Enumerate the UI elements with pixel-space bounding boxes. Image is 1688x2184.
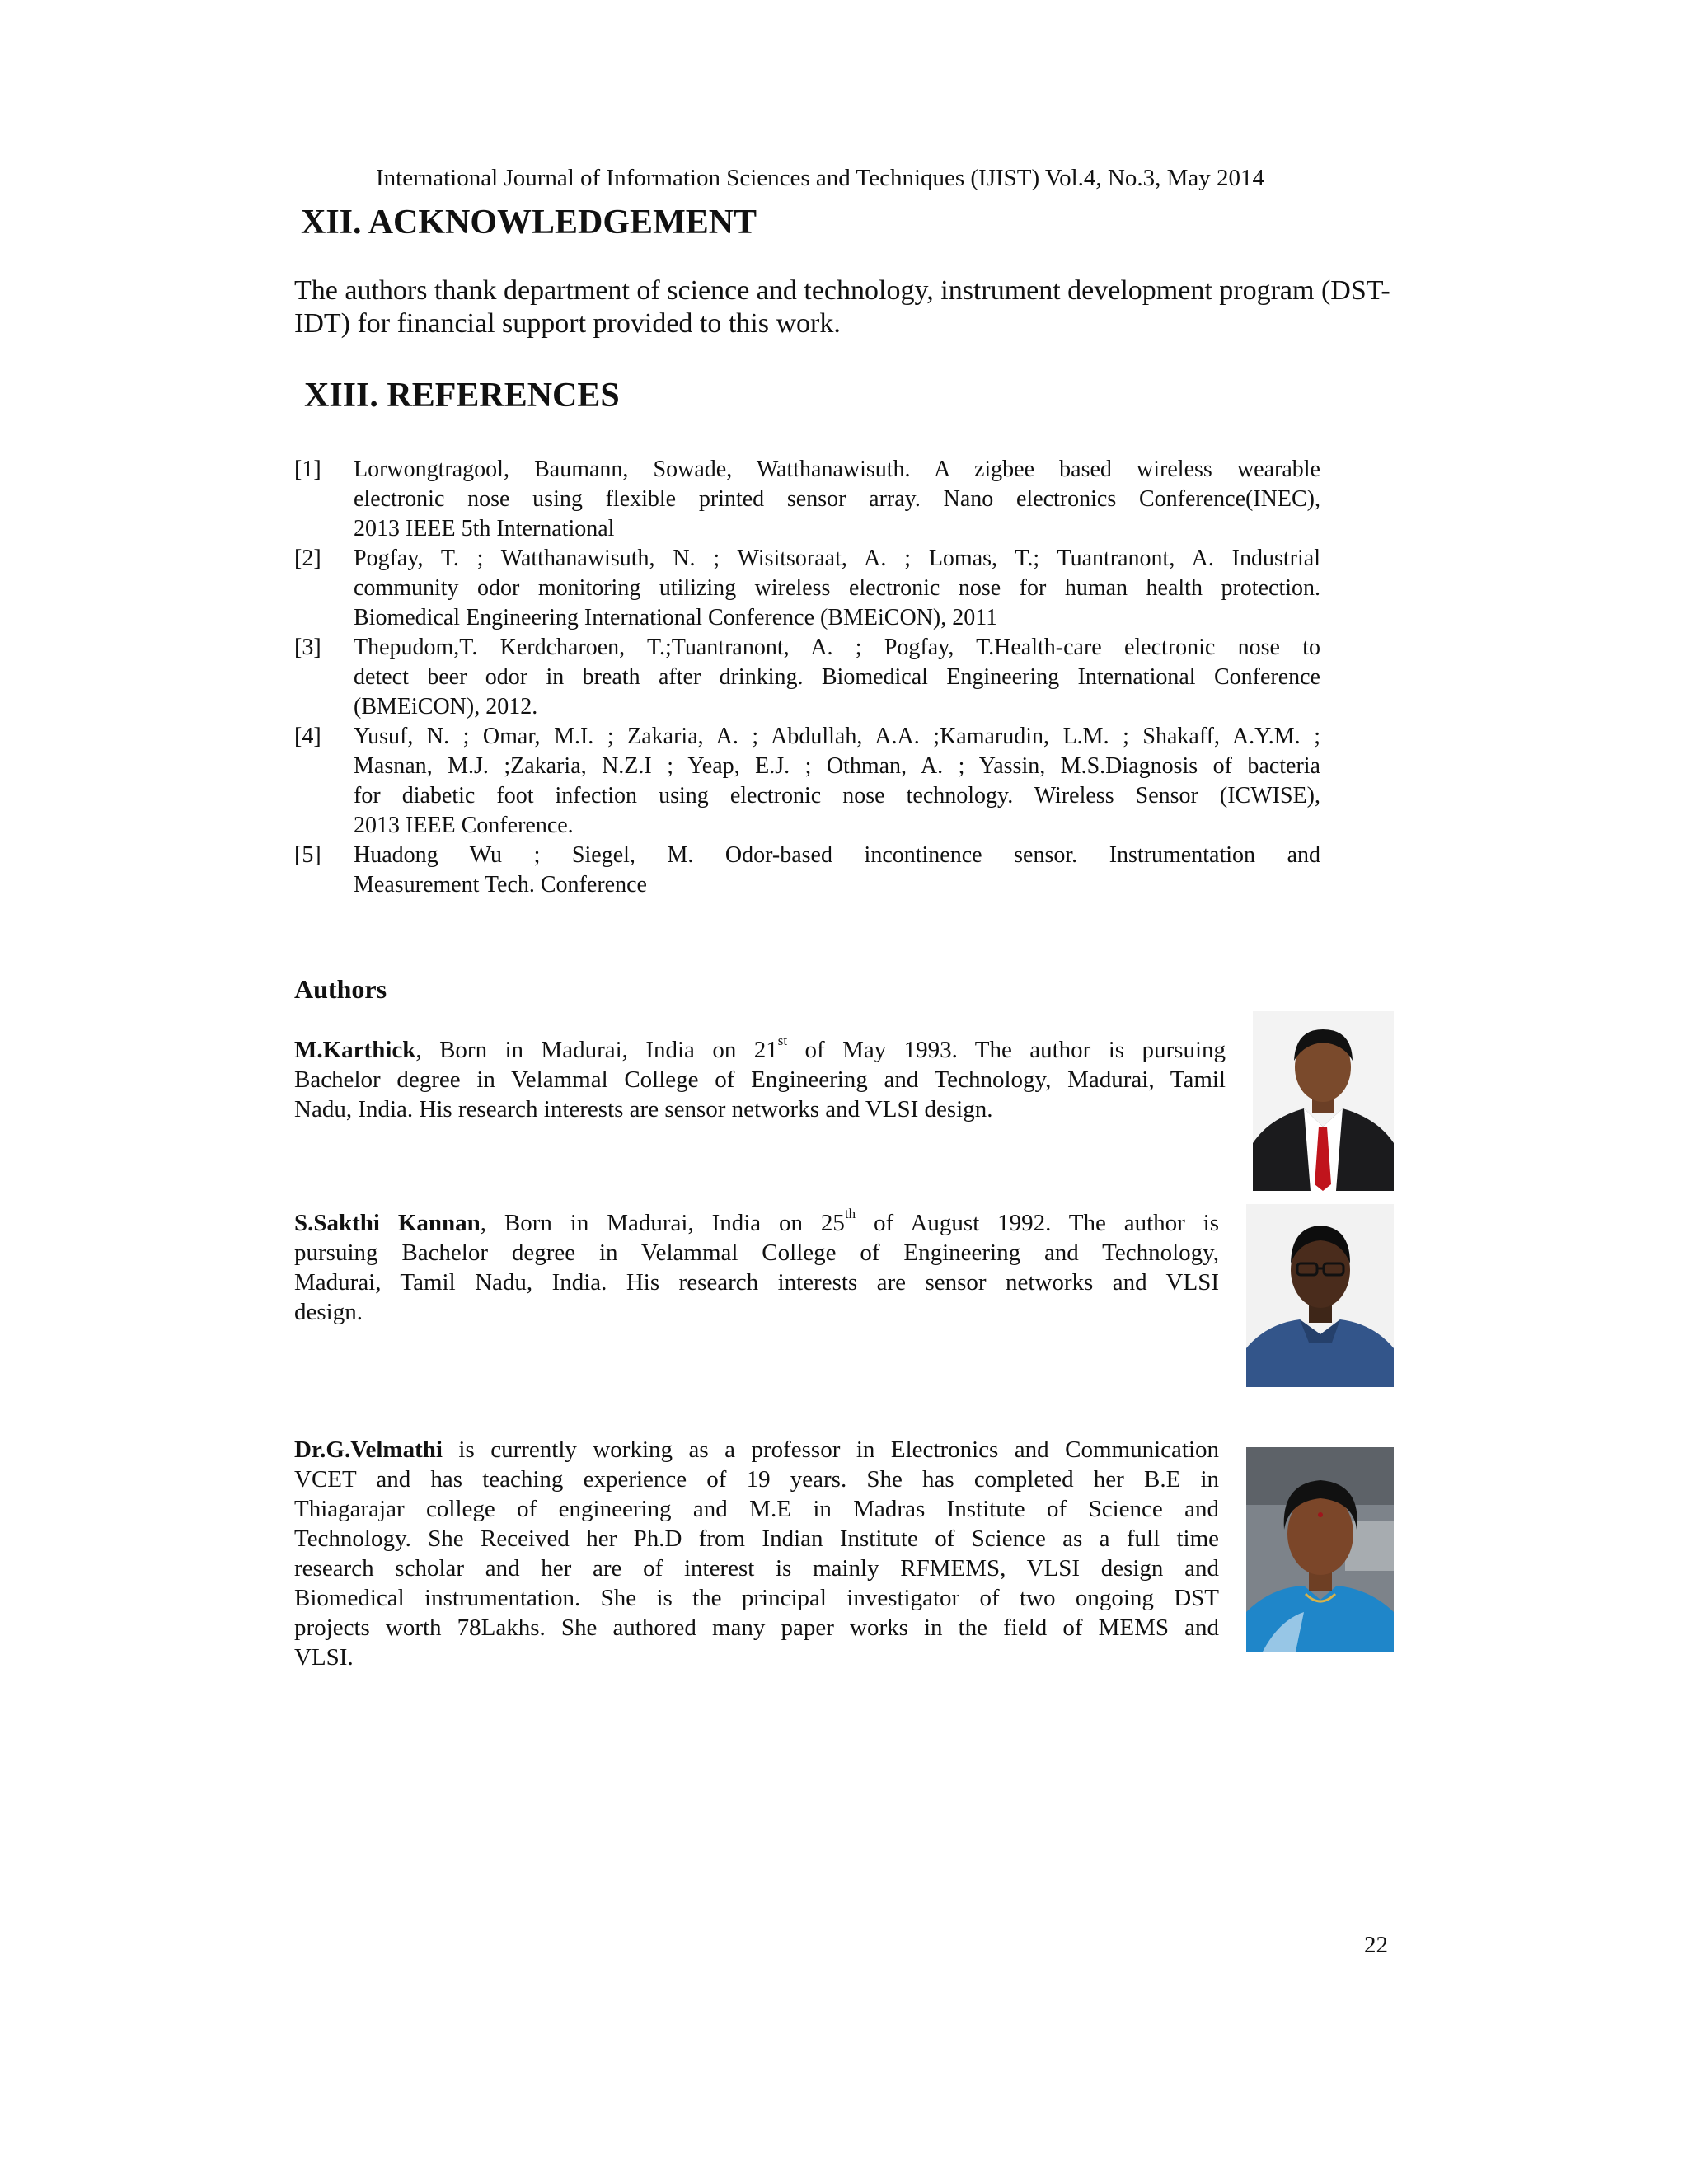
author-bio-line: S.Sakthi Kannan, Born in Madurai, India on 25th of August 1992. The author is (294, 1206, 1219, 1236)
reference-line: detect beer odor in breath after drinking. Biomedical Engineering International Conference (354, 664, 1320, 690)
reference-line: community odor monitoring utilizing wireless electronic nose for human health protection. (354, 575, 1320, 601)
journal-header: International Journal of Information Sciences and Techniques (IJIST) Vol.4, No.3, May 2014 (376, 165, 1264, 191)
reference-line: Lorwongtragool, Baumann, Sowade, Watthanawisuth. A zigbee based wireless wearable (354, 457, 1320, 482)
author-photo-velmathi (1246, 1447, 1394, 1652)
acknowledgement-text (294, 274, 1423, 340)
author-bio-line: pursuing Bachelor degree in Velammal College of Engineering and Technology, (294, 1240, 1219, 1266)
author-bio-karthick (294, 1035, 1226, 1124)
reference-line: Biomedical Engineering International Conference (BMEiCON), 2011 (354, 605, 998, 630)
reference-line: Yusuf, N. ; Omar, M.I. ; Zakaria, A. ; Abdullah, A.A. ;Kamarudin, L.M. ; Shakaff, A.Y.M. ; (354, 724, 1320, 749)
reference-line: 2013 IEEE Conference. (354, 813, 574, 838)
reference-line: Thepudom,T. Kerdcharoen, T.;Tuantranont, A. ; Pogfay, T.Health-care electronic nose to (354, 635, 1320, 660)
author-photo-karthick (1253, 1011, 1394, 1191)
author-bio-line: Dr.G.Velmathi is currently working as a professor in Electronics and Communication (294, 1436, 1219, 1463)
author-bio-velmathi (294, 1435, 1219, 1672)
author-bio-line: projects worth 78Lakhs. She authored many paper works in the field of MEMS and (294, 1615, 1219, 1641)
reference-line: (BMEiCON), 2012. (354, 694, 538, 719)
author-bio-line: research scholar and her are of interest is mainly RFMEMS, VLSI design and (294, 1555, 1219, 1582)
author-bio-line: M.Karthick, Born in Madurai, India on 21st of May 1993. The author is pursuing (294, 1033, 1226, 1063)
reference-item (294, 544, 1320, 633)
reference-line: electronic nose using flexible printed sensor array. Nano electronics Conference(INEC), (354, 486, 1320, 512)
author-bio-line: design. (294, 1299, 363, 1325)
author-name: S.Sakthi Kannan (294, 1210, 481, 1236)
acknowledgement-line: IDT) for financial support provided to this work. (294, 308, 841, 339)
author-bio-sakthi-kannan (294, 1208, 1219, 1327)
reference-line: for diabetic foot infection using electronic nose technology. Wireless Sensor (ICWISE), (354, 783, 1320, 808)
reference-number: [1] (294, 457, 321, 482)
page-number: 22 (1364, 1932, 1388, 1958)
author-name: M.Karthick (294, 1037, 416, 1063)
author-bio-line: Thiagarajar college of engineering and M.E in Madras Institute of Science and (294, 1496, 1219, 1522)
references-heading: XIII. REFERENCES (304, 377, 620, 415)
author-photo-sakthi-kannan (1246, 1204, 1394, 1387)
author-name: Dr.G.Velmathi (294, 1436, 443, 1463)
author-bio-line: VCET and has teaching experience of 19 years. She has completed her B.E in (294, 1466, 1219, 1493)
reference-line: Pogfay, T. ; Watthanawisuth, N. ; Wisitsoraat, A. ; Lomas, T.; Tuantranont, A. Industrial (354, 546, 1320, 571)
reference-line: Masnan, M.J. ;Zakaria, N.Z.I ; Yeap, E.J. ; Othman, A. ; Yassin, M.S.Diagnosis of bacteria (354, 753, 1320, 779)
author-bio-line: Bachelor degree in Velammal College of Engineering and Technology, Madurai, Tamil (294, 1066, 1226, 1093)
reference-number: [5] (294, 842, 321, 868)
author-bio-line: Biomedical instrumentation. She is the principal investigator of two ongoing DST (294, 1585, 1219, 1611)
acknowledgement-line: The authors thank department of science and technology, instrument development program (DST- (294, 275, 1390, 306)
reference-number: [2] (294, 546, 321, 571)
author-bio-line: Nadu, India. His research interests are sensor networks and VLSI design. (294, 1096, 993, 1122)
authors-heading: Authors (294, 974, 387, 1004)
ordinal-suffix: th (844, 1206, 856, 1222)
reference-number: [3] (294, 635, 321, 660)
reference-item (294, 633, 1320, 722)
reference-line: 2013 IEEE 5th International (354, 516, 615, 541)
reference-number: [4] (294, 724, 321, 749)
reference-item (294, 722, 1320, 841)
ordinal-suffix: st (777, 1033, 788, 1049)
reference-line: Measurement Tech. Conference (354, 872, 647, 898)
author-bio-line: VLSI. (294, 1644, 354, 1671)
author-bio-line: Madurai, Tamil Nadu, India. His research interests are sensor networks and VLSI (294, 1269, 1219, 1296)
reference-item (294, 841, 1320, 900)
author-bio-line: Technology. She Received her Ph.D from Indian Institute of Science as a full time (294, 1526, 1219, 1552)
reference-item (294, 455, 1320, 544)
reference-line: Huadong Wu ; Siegel, M. Odor-based incontinence sensor. Instrumentation and (354, 842, 1320, 868)
acknowledgement-heading: XII. ACKNOWLEDGEMENT (301, 204, 757, 241)
